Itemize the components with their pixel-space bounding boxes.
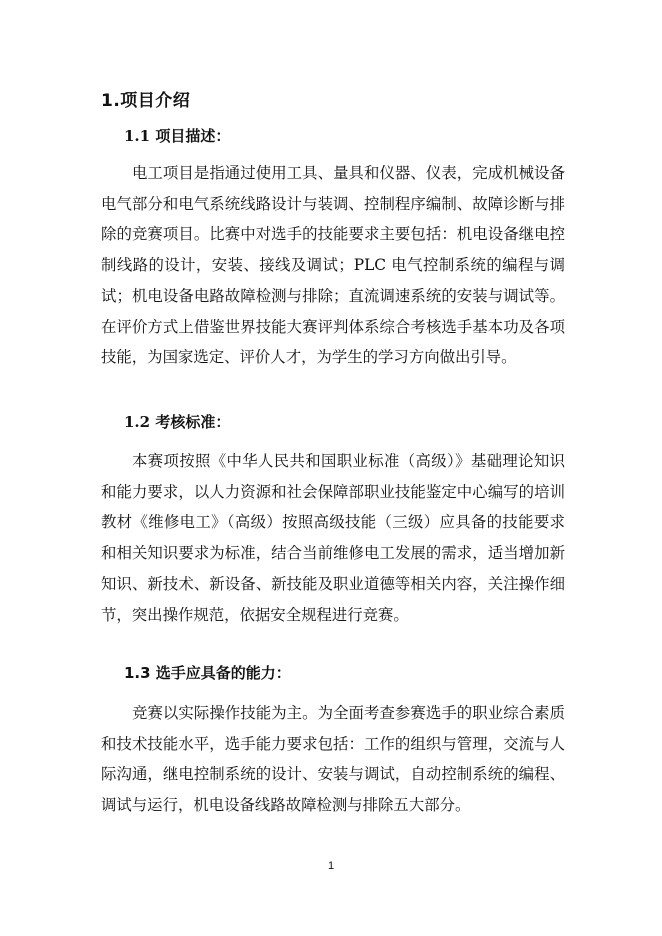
- subsection-heading-required-abilities: 1.3 选手应具备的能力：: [124, 664, 291, 682]
- paragraph-required-abilities: 竞赛以实际操作技能为主。为全面考查参赛选手的职业综合素质和技术技能水平，选手能力要求包括：工作的组织与管理，交流与人际沟通，继电控制系统的设计、安装与调试，自动控制系统的编程、调试与运行，机电设备线路故障检测与排除五大部分。: [101, 704, 565, 815]
- subsection-heading-assessment-standard: 1.2 考核标准：: [124, 413, 231, 431]
- page-number: 1: [327, 860, 335, 872]
- paragraph-assessment-standard: 本赛项按照《中华人民共和国职业标准（高级）》基础理论知识和能力要求，以人力资源和社会保障部职业技能鉴定中心编写的培训教材《维修电工》（高级）按照高级技能（三级）应具备的技能要求和相关知识要求为标准，结合当前维修电工发展的需求，适当增加新知识、新技术、新设备、新技能及职业道德等相关内容，关注操作细节，突出操作规范，依据安全规程进行竞赛。: [101, 452, 565, 624]
- subsection-heading-project-description: 1.1 项目描述：: [124, 127, 231, 145]
- paragraph-project-description: 电工项目是指通过使用工具、量具和仪器、仪表，完成机械设备电气部分和电气系统线路设计与装调、控制程序编制、故障诊断与排除的竞赛项目。比赛中对选手的技能要求主要包括：机电设备继电控制线路的设计，安装、接线及调试；PLC 电气控制系统的编程与调试；机电设备电路故障检测与排除；直流调速系统的安装与调试等。在评价方式上借鉴世界技能大赛评判体系综合考核选手基本功及各项技能，为国家选定、评价人才，为学生的学习方向做出引导。: [101, 164, 565, 367]
- section-title: 1.项目介绍: [101, 91, 191, 111]
